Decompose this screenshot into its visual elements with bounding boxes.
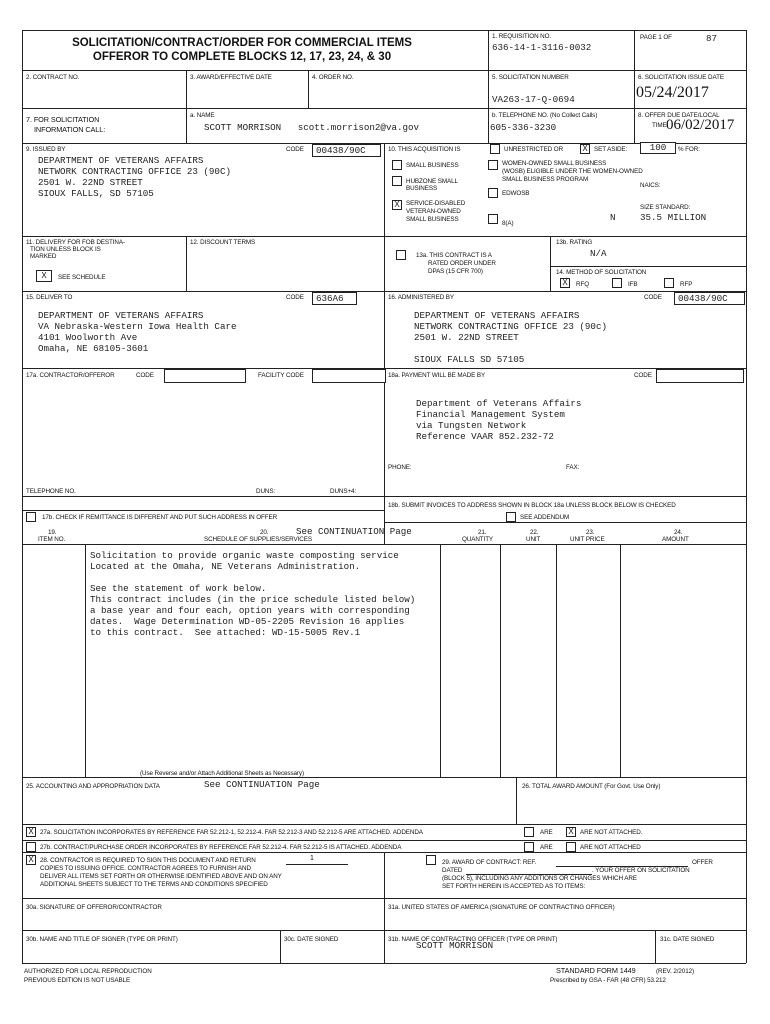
27a-are-checkbox[interactable]: [524, 827, 534, 837]
issued-by-address: DEPARTMENT OF VETERANS AFFAIRS NETWORK CONTRACTING OFFICE 23 (90C) 2501 W. 22ND STREET SIOUX FALLS, SD 57105: [38, 155, 231, 199]
reverse-note: (Use Reverse and/or Attach Additional Sheets as Necessary): [140, 770, 304, 777]
27b-are-not-checkbox[interactable]: [566, 842, 576, 852]
remittance-label: 17b. CHECK IF REMITTANCE IS DIFFERENT AND PUT SUCH ADDRESS IN OFFER: [42, 514, 278, 521]
col20-label: SCHEDULE OF SUPPLIES/SERVICES: [204, 536, 312, 543]
accounting-label: 25. ACCOUNTING AND APPROPRIATION DATA: [26, 783, 160, 790]
deliver-to-code-label: CODE: [286, 294, 304, 301]
page-total: 87: [706, 33, 718, 44]
submit-invoices-label: 18b. SUBMIT INVOICES TO ADDRESS SHOWN IN BLOCK 18a UNLESS BLOCK BELOW IS CHECKED: [388, 502, 676, 509]
27b-are-checkbox[interactable]: [524, 842, 534, 852]
solicitation-number-label: 5. SOLICITATION NUMBER: [492, 74, 569, 81]
facility-code-label: FACILITY CODE: [258, 372, 304, 379]
issue-date-value: 05/24/2017: [636, 84, 709, 101]
remittance-checkbox[interactable]: [26, 512, 36, 522]
issued-by-code-label: CODE: [286, 146, 304, 153]
method-label: 14. METHOD OF SOLICITATION: [556, 269, 647, 276]
order-no-label: 4. ORDER NO.: [312, 74, 354, 81]
27b-checkbox[interactable]: [26, 842, 36, 852]
small-business-label: SMALL BUSINESS: [406, 162, 459, 169]
delivery-label2: TION UNLESS BLOCK IS: [30, 246, 101, 253]
set-aside-checkbox[interactable]: X: [580, 144, 590, 154]
telephone-label: b. TELEPHONE NO. (No Collect Calls): [492, 112, 598, 119]
signature-offeror-label: 30a. SIGNATURE OF OFFEROR/CONTRACTOR: [26, 904, 162, 911]
payment-label: 18a. PAYMENT WILL BE MADE BY: [388, 372, 486, 379]
rating-label: 13b. RATING: [556, 239, 593, 246]
contract-no-label: 2. CONTRACT NO.: [26, 74, 80, 81]
prescribed-by: Prescribed by GSA - FAR (48 CFR) 53.212: [550, 977, 666, 984]
administered-by-address: DEPARTMENT OF VETERANS AFFAIRS NETWORK CONTRACTING OFFICE 23 (90c) 2501 W. 22ND STREET SIOUX FALLS SD 57105: [414, 310, 607, 365]
footer-left1: AUTHORIZED FOR LOCAL REPRODUCTION: [24, 968, 152, 975]
form-revision: (REV. 2/2012): [656, 968, 695, 975]
payment-code-box[interactable]: [656, 369, 744, 383]
col22-num: 22.: [530, 529, 539, 536]
acquisition-label: 10. THIS ACQUISITION IS: [388, 146, 461, 153]
unrestricted-checkbox[interactable]: [490, 144, 500, 154]
col24-num: 24.: [674, 529, 683, 536]
28-line3: DELIVER ALL ITEMS SET FORTH OR OTHERWISE IDENTIFIED ABOVE AND ON ANY: [40, 873, 282, 880]
administered-by-code-label: CODE: [644, 294, 662, 301]
offer-due-label1: 8. OFFER DUE DATE/LOCAL: [638, 112, 720, 119]
hubzone-label2: BUSINESS: [406, 185, 438, 192]
small-business-checkbox[interactable]: [392, 160, 402, 170]
issued-by-label: 9. ISSUED BY: [26, 146, 66, 153]
27b-are-label: ARE: [540, 844, 553, 851]
signature-officer-label: 31a. UNITED STATES OF AMERICA (SIGNATURE OF CONTRACTING OFFICER): [388, 904, 615, 911]
wosb-label3: SMALL BUSINESS PROGRAM: [502, 176, 589, 183]
29-line4: SET FORTH HEREIN IS ACCEPTED AS TO ITEMS:: [442, 883, 586, 890]
unrestricted-label: UNRESTRICTED OR: [504, 146, 564, 153]
29-your-offer: . YOUR OFFER ON SOLICITATION: [592, 867, 690, 874]
administered-by-label: 16. ADMINISTERED BY: [388, 294, 454, 301]
rated-order-checkbox[interactable]: [396, 250, 406, 260]
footer-left2: PREVIOUS EDITION IS NOT USABLE: [24, 977, 131, 984]
schedule-description: Solicitation to provide organic waste composting service Located at the Omaha, NE Veterans Administration. See the statement of work below. This contract includes (in the price schedule listed below) a base year and four each, option years with corresponding dates. Wage Determination WD-05-2205 Revision 16 applies to this contract. See attached: WD-15-5005 Rev.1: [90, 550, 416, 638]
accounting-value: See CONTINUATION Page: [204, 779, 320, 790]
27a-checkbox[interactable]: X: [26, 827, 36, 837]
hubzone-checkbox[interactable]: [392, 176, 402, 186]
fax-label: FAX:: [566, 464, 580, 471]
27b-are-not-label: ARE NOT ATTACHED: [580, 844, 641, 851]
ifb-label: IFB: [628, 281, 638, 288]
name-label: a. NAME: [190, 112, 215, 119]
rated-order-line1: 13a. THIS CONTRACT IS A: [416, 252, 492, 259]
col19-num: 19.: [48, 529, 57, 536]
29-line1: 29. AWARD OF CONTRACT: REF.: [442, 859, 537, 866]
29-offer: OFFER: [692, 859, 713, 866]
payment-code-label: CODE: [634, 372, 652, 379]
wosb-label1: WOMEN-OWNED SMALL BUSINESS: [502, 160, 607, 167]
deliver-to-code-value: 636A6: [312, 292, 357, 305]
eight-a-label: 8(A): [502, 220, 514, 227]
28-line2: COPIES TO ISSUING OFFICE. CONTRACTOR AGREES TO FURNISH AND: [40, 865, 251, 872]
rated-order-line2: RATED ORDER UNDER: [428, 260, 496, 267]
wosb-checkbox[interactable]: [488, 160, 498, 170]
27a-are-not-checkbox[interactable]: X: [566, 827, 576, 837]
size-standard-value: 35.5 MILLION: [640, 212, 707, 223]
contractor-code-label: CODE: [136, 372, 154, 379]
rating-value: N/A: [590, 248, 607, 259]
28-line4: ADDITIONAL SHEETS SUBJECT TO THE TERMS AND CONDITIONS SPECIFIED: [40, 881, 268, 888]
see-schedule-checkbox[interactable]: X: [36, 270, 52, 282]
contractor-label: 17a. CONTRACTOR/OFFEROR: [26, 372, 115, 379]
total-award-label: 26. TOTAL AWARD AMOUNT (For Govt. Use Only): [522, 783, 661, 790]
administered-by-code-value: 00438/90C: [674, 292, 745, 305]
row7-label-line1: 7. FOR SOLICITATION: [26, 115, 100, 124]
col21-label: QUANTITY: [462, 536, 494, 543]
facility-code-box[interactable]: [312, 369, 386, 383]
27a-are-label: ARE: [540, 829, 553, 836]
size-standard-label: SIZE STANDARD:: [640, 204, 691, 211]
col19-label: ITEM NO.: [38, 536, 66, 543]
sdvosb-label3: SMALL BUSINESS: [406, 216, 459, 223]
set-aside-label: SET ASIDE:: [594, 146, 628, 153]
edwosb-checkbox[interactable]: [488, 188, 498, 198]
sdvosb-checkbox[interactable]: X: [392, 200, 402, 210]
delivery-label1: 11. DELIVERY FOR FOB DESTINA-: [26, 239, 125, 246]
col24-label: AMOUNT: [662, 536, 689, 543]
rfp-label: RFP: [680, 281, 693, 288]
telephone-no-label: TELEPHONE NO.: [26, 488, 76, 495]
award-date-label: 3. AWARD/EFFECTIVE DATE: [190, 74, 272, 81]
29-checkbox[interactable]: [426, 855, 436, 865]
27a-text: 27a. SOLICITATION INCORPORATES BY REFERENCE FAR 52.212-1, 52.212-4. FAR 52.212-3 AND 52.212-5 ARE ATTACHED. ADDENDA: [40, 829, 423, 836]
sdvosb-label1: SERVICE-DISABLED: [406, 200, 466, 207]
deliver-to-label: 15. DELIVER TO: [26, 294, 73, 301]
rfp-checkbox[interactable]: [664, 278, 674, 288]
27b-text: 27b. CONTRACT/PURCHASE ORDER INCORPORATES BY REFERENCE FAR 52.212-4. FAR 52.212-5 IS ATTACHED. ADDENDA: [40, 844, 402, 851]
28-checkbox[interactable]: X: [26, 855, 36, 865]
solicitation-number-value: VA263-17-Q-0694: [492, 94, 575, 105]
issue-date-label: 6. SOLICITATION ISSUE DATE: [638, 74, 724, 81]
officer-name-value: SCOTT MORRISON: [416, 940, 494, 951]
28-copies: 1: [310, 855, 314, 862]
ifb-checkbox[interactable]: [612, 278, 622, 288]
form-title-line1: SOLICITATION/CONTRACT/ORDER FOR COMMERCIAL ITEMS: [72, 37, 412, 49]
discount-terms-label: 12. DISCOUNT TERMS: [190, 239, 256, 246]
row7-label-line2: INFORMATION CALL:: [34, 125, 106, 134]
29-dated: DATED: [442, 867, 463, 874]
rated-order-line3: DPAS (15 CFR 700): [428, 268, 483, 275]
requisition-label: 1. REQUISITION NO.: [492, 33, 552, 40]
date-signed-31c-label: 31c. DATE SIGNED: [660, 936, 715, 943]
name-value: SCOTT MORRISON scott.morrison2@va.gov: [204, 122, 420, 133]
form-title-line2: OFFEROR TO COMPLETE BLOCKS 12, 17, 23, 24, & 30: [92, 51, 392, 63]
deliver-to-address: DEPARTMENT OF VETERANS AFFAIRS VA Nebraska-Western Iowa Health Care 4101 Woolworth Ave Omaha, NE 68105-3601: [38, 310, 237, 354]
27a-are-not-label: ARE NOT ATTACHED.: [580, 829, 643, 836]
edwosb-label: EDWOSB: [502, 190, 530, 197]
wosb-label2: (WOSB) ELIGIBLE UNDER THE WOMEN-OWNED: [502, 168, 643, 175]
29-line3: (BLOCK 5), INCLUDING ANY ADDITIONS OR CHANGES WHICH ARE: [442, 875, 637, 882]
col23-label: UNIT PRICE: [570, 536, 605, 543]
rfq-checkbox[interactable]: X: [560, 278, 570, 288]
offer-due-value: 06/02/2017: [666, 117, 735, 133]
naics-value: N: [610, 212, 616, 223]
payment-address: Department of Veterans Affairs Financial Management System via Tungsten Network Reference VAAR 852.232-72: [416, 398, 582, 442]
col21-num: 21.: [478, 529, 487, 536]
col22-label: UNIT: [526, 536, 541, 543]
delivery-label3: MARKED: [30, 253, 57, 260]
col23-num: 23.: [586, 529, 595, 536]
sdvosb-label2: VETERAN-OWNED: [406, 208, 461, 215]
see-addendum-label: SEE ADDENDUM: [520, 514, 570, 521]
date-signed-30c-label: 30c. DATE SIGNED: [284, 936, 339, 943]
rfq-label: RFQ: [576, 281, 589, 288]
officer-name-label: 31b. NAME OF CONTRACTING OFFICER (TYPE OR PRINT): [388, 936, 558, 943]
col20-value: See CONTINUATION Page: [296, 526, 412, 537]
naics-label: NAICS:: [640, 182, 661, 189]
hubzone-label1: HUBZONE SMALL: [406, 178, 458, 185]
telephone-value: 605-336-3230: [490, 122, 557, 133]
col20-num: 20.: [260, 529, 269, 536]
issued-by-code-value: 00438/90C: [312, 144, 381, 157]
duns-label: DUNS:: [256, 488, 276, 495]
percent-for-label: % FOR:: [678, 146, 700, 153]
offer-due-label2: TIME: [652, 122, 667, 129]
see-addendum-checkbox[interactable]: [506, 512, 516, 522]
phone-label: PHONE:: [388, 464, 412, 471]
contractor-code-box[interactable]: [164, 369, 246, 383]
duns4-label: DUNS+4:: [330, 488, 357, 495]
form-number: STANDARD FORM 1449: [556, 966, 636, 975]
signer-name-label: 30b. NAME AND TITLE OF SIGNER (TYPE OR PRINT): [26, 936, 178, 943]
28-line1: 28. CONTRACTOR IS REQUIRED TO SIGN THIS DOCUMENT AND RETURN: [40, 857, 256, 864]
eight-a-checkbox[interactable]: [488, 214, 498, 224]
requisition-value: 636-14-1-3116-0032: [492, 42, 592, 53]
page-label: PAGE 1 OF: [640, 34, 672, 41]
percent-value: 100: [640, 142, 676, 154]
see-schedule-label: SEE SCHEDULE: [58, 274, 106, 281]
